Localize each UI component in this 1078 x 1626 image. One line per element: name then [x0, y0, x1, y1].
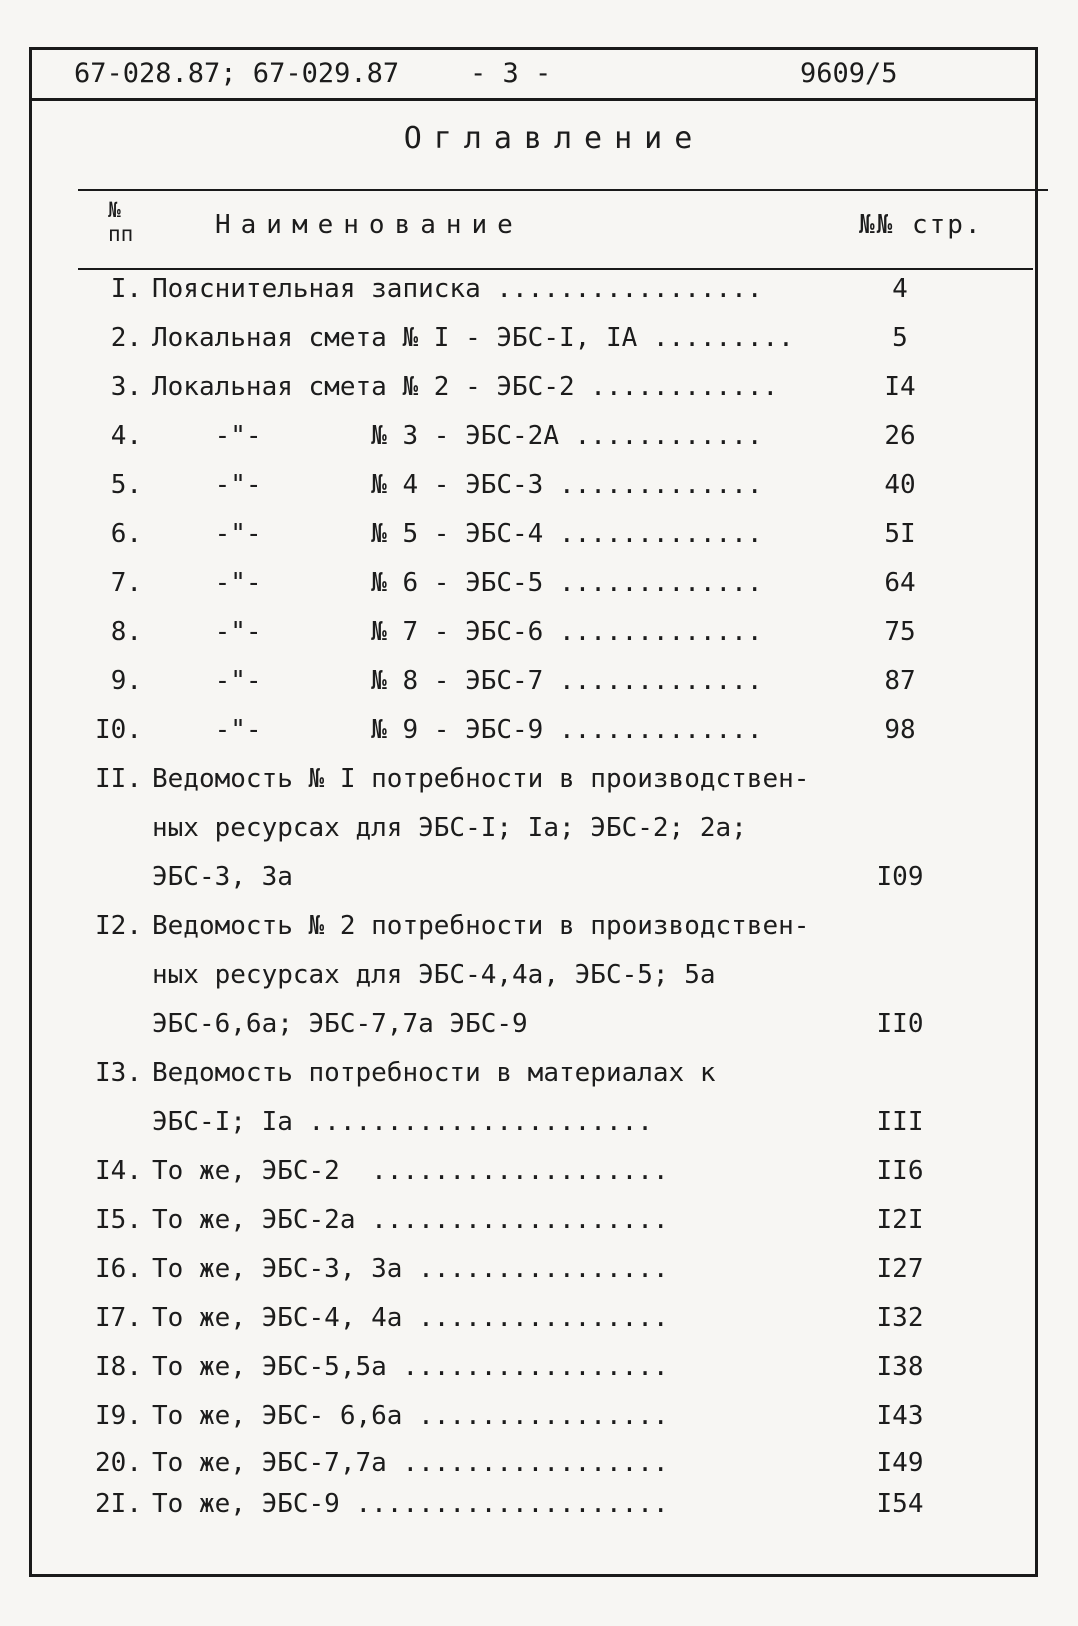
entry-text: -"- № 5 - ЭБС-4 .............: [152, 519, 763, 549]
entry-text: ЭБС-6,6а; ЭБС-7,7а ЭБС-9: [152, 1009, 528, 1039]
entry-text: -"- № 9 - ЭБС-9 .............: [152, 715, 763, 745]
column-header-number-line1: №: [108, 198, 121, 222]
entry-page: I4: [884, 372, 916, 402]
entry-page: I27: [876, 1254, 924, 1284]
entry-number: 9.: [110, 666, 142, 696]
entry-page: 5: [892, 323, 908, 353]
entry-number: II.: [95, 764, 142, 794]
entry-number: 20.: [95, 1448, 142, 1478]
entry-text: -"- № 7 - ЭБС-6 .............: [152, 617, 763, 647]
entry-page: I43: [876, 1401, 924, 1431]
entry-text: ЭБС-3, 3а: [152, 862, 293, 892]
entry-page: 5I: [884, 519, 916, 549]
entry-number: I2.: [95, 911, 142, 941]
document-number: 9609/5: [800, 58, 898, 89]
entry-text: ЭБС-I; Iа ......................: [152, 1107, 653, 1137]
entry-text: Ведомость № 2 потребности в производствен-: [152, 911, 810, 941]
page-title: Оглавление: [403, 121, 705, 156]
entry-number: I6.: [95, 1254, 142, 1284]
entry-text: То же, ЭБС-5,5а .................: [152, 1352, 669, 1382]
entry-text: -"- № 4 - ЭБС-3 .............: [152, 470, 763, 500]
entry-page: 40: [884, 470, 916, 500]
column-header-name: Наименование: [215, 210, 523, 240]
entry-number: 4.: [110, 421, 142, 451]
entry-number: 8.: [110, 617, 142, 647]
entry-text: Локальная смета № 2 - ЭБС-2 ............: [152, 372, 779, 402]
entry-number: I8.: [95, 1352, 142, 1382]
column-header-number-line2: пп: [108, 222, 134, 246]
entry-page: II0: [876, 1009, 924, 1039]
entry-number: I.: [110, 274, 142, 304]
entry-text: ных ресурсах для ЭБС-I; Iа; ЭБС-2; 2а;: [152, 813, 747, 843]
entry-text: Ведомость потребности в материалах к: [152, 1058, 716, 1088]
table-header-rule: [78, 268, 1033, 270]
entry-page: I09: [876, 862, 924, 892]
entry-text: Пояснительная записка .................: [152, 274, 763, 304]
entry-page: I2I: [876, 1205, 924, 1235]
entry-number: 6.: [110, 519, 142, 549]
entry-text: -"- № 3 - ЭБС-2А ............: [152, 421, 763, 451]
entry-text: То же, ЭБС-7,7а .................: [152, 1448, 669, 1478]
document-codes: 67-028.87; 67-029.87: [74, 58, 400, 89]
entry-page: III: [876, 1107, 924, 1137]
entry-number: I4.: [95, 1156, 142, 1186]
entry-page: I32: [876, 1303, 924, 1333]
column-header-number: [108, 198, 133, 246]
entry-number: I9.: [95, 1401, 142, 1431]
page-number: - 3 -: [470, 58, 552, 89]
entry-number: 2I.: [95, 1489, 142, 1519]
entry-number: 3.: [110, 372, 142, 402]
entry-number: I3.: [95, 1058, 142, 1088]
entry-text: -"- № 8 - ЭБС-7 .............: [152, 666, 763, 696]
entry-page: II6: [876, 1156, 924, 1186]
entry-page: 87: [884, 666, 916, 696]
entry-number: 2.: [110, 323, 142, 353]
entry-number: I5.: [95, 1205, 142, 1235]
entry-page: I54: [876, 1489, 924, 1519]
entry-text: То же, ЭБС-4, 4а ................: [152, 1303, 669, 1333]
entry-number: 7.: [110, 568, 142, 598]
entry-text: То же, ЭБС- 6,6а ................: [152, 1401, 669, 1431]
entry-number: I7.: [95, 1303, 142, 1333]
entry-text: ных ресурсах для ЭБС-4,4а, ЭБС-5; 5а: [152, 960, 716, 990]
entry-text: То же, ЭБС-2 ...................: [152, 1156, 669, 1186]
entry-text: То же, ЭБС-3, 3а ................: [152, 1254, 669, 1284]
entry-text: -"- № 6 - ЭБС-5 .............: [152, 568, 763, 598]
column-header-page: №№ стр.: [859, 210, 983, 240]
entry-page: 64: [884, 568, 916, 598]
entry-page: I38: [876, 1352, 924, 1382]
entry-page: 75: [884, 617, 916, 647]
entry-number: I0.: [95, 715, 142, 745]
entry-page: I49: [876, 1448, 924, 1478]
entry-number: 5.: [110, 470, 142, 500]
entry-text: Локальная смета № I - ЭБС-I, IA .........: [152, 323, 794, 353]
entry-text: То же, ЭБС-9 ....................: [152, 1489, 669, 1519]
header-divider: [29, 98, 1038, 101]
entry-page: 26: [884, 421, 916, 451]
table-top-rule: [78, 189, 1048, 191]
entry-text: То же, ЭБС-2а ...................: [152, 1205, 669, 1235]
entry-text: Ведомость № I потребности в производствен-: [152, 764, 810, 794]
entry-page: 98: [884, 715, 916, 745]
entry-page: 4: [892, 274, 908, 304]
